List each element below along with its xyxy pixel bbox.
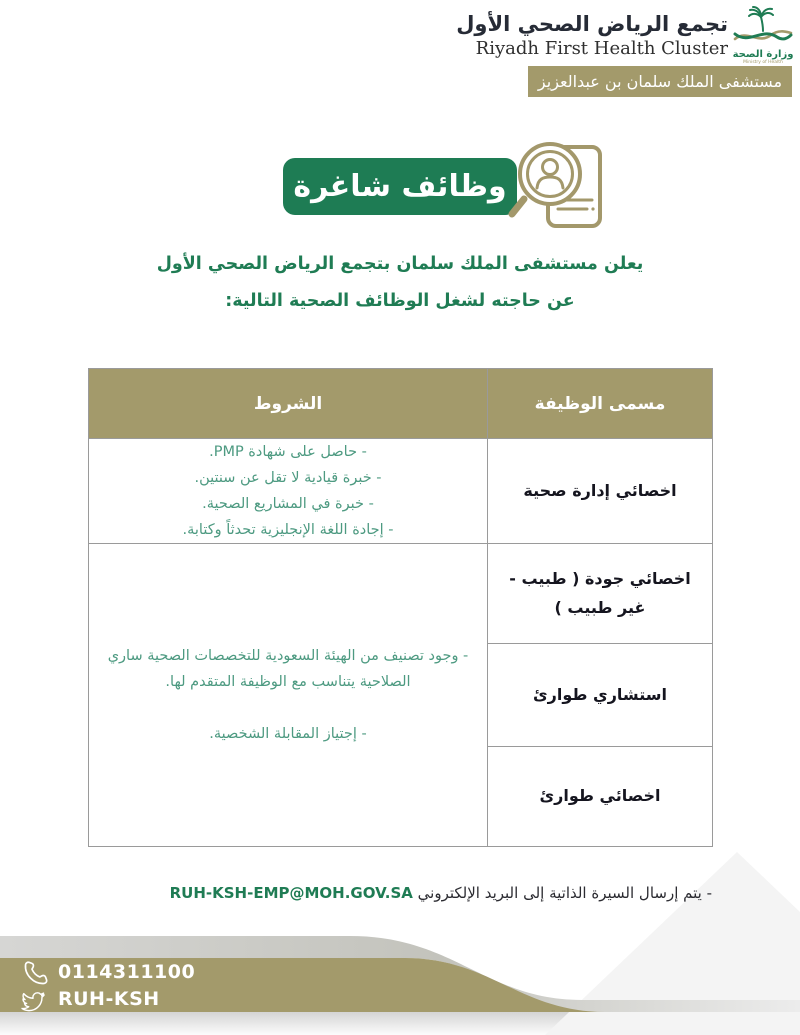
org-name-english: Riyadh First Health Cluster: [475, 38, 728, 60]
vacancies-badge: وظائف شاغرة: [283, 158, 517, 215]
condition-item: - إجتياز المقابلة الشخصية.: [209, 726, 367, 743]
moh-label-arabic: وزارة الصحة: [732, 49, 794, 60]
moh-label-english: Ministry of Health: [743, 60, 783, 65]
table-row: [89, 544, 713, 644]
job-title-quality-specialist: اخصائي جودة ( طبيب - غير طبيب ): [488, 544, 713, 644]
jobs-table: [88, 368, 713, 847]
org-name-arabic: تجمع الرياض الصحي الأول: [456, 12, 728, 36]
ministry-of-health-logo: [732, 5, 794, 65]
moh-palm-swoosh-icon: [733, 5, 793, 45]
condition-item: - حاصل على شهادة PMP.: [209, 444, 367, 460]
phone-icon: [20, 960, 48, 987]
conditions-health-admin: [89, 439, 488, 544]
condition-item: - وجود تصنيف من الهيئة السعودية للتخصصات الصحية ساري الصلاحية يتناسب مع الوظيفة المتقدم لها.: [107, 648, 469, 691]
intro-line-1: يعلن مستشفى الملك سلمان بتجمع الرياض الصحي الأول: [156, 254, 644, 274]
hospital-name-banner: مستشفى الملك سلمان بن عبدالعزيز: [528, 66, 792, 97]
announcement-intro: [0, 254, 800, 328]
email-address: RUH-KSH-EMP@MOH.GOV.SA: [169, 884, 413, 902]
twitter-handle: RUH-KSH: [58, 988, 160, 1010]
phone-number: 0114311100: [58, 961, 196, 983]
table-row: [89, 439, 713, 544]
intro-line-2: عن حاجته لشغل الوظائف الصحية التالية:: [225, 291, 575, 311]
cv-submission-note: [170, 884, 712, 902]
table-header-row: [89, 369, 713, 439]
email-note-text: - يتم إرسال السيرة الذاتية إلى البريد الإلكتروني: [412, 884, 712, 902]
header-conditions: الشروط: [89, 369, 488, 439]
condition-item: - إجادة اللغة الإنجليزية تحدثاً وكتابة.: [182, 522, 394, 539]
condition-item: - خبرة في المشاريع الصحية.: [202, 496, 374, 513]
org-name-block: [456, 12, 728, 59]
job-title-emergency-specialist: اخصائي طوارئ: [488, 747, 713, 847]
job-title-health-admin: اخصائي إدارة صحية: [488, 439, 713, 544]
conditions-shared: [89, 544, 488, 847]
cv-magnifier-icon: [492, 136, 604, 238]
twitter-icon: [20, 989, 46, 1013]
header-job-title: مسمى الوظيفة: [488, 369, 713, 439]
condition-item: - خبرة قيادية لا تقل عن سنتين.: [194, 470, 382, 487]
job-title-emergency-consultant: استشاري طوارئ: [488, 644, 713, 747]
